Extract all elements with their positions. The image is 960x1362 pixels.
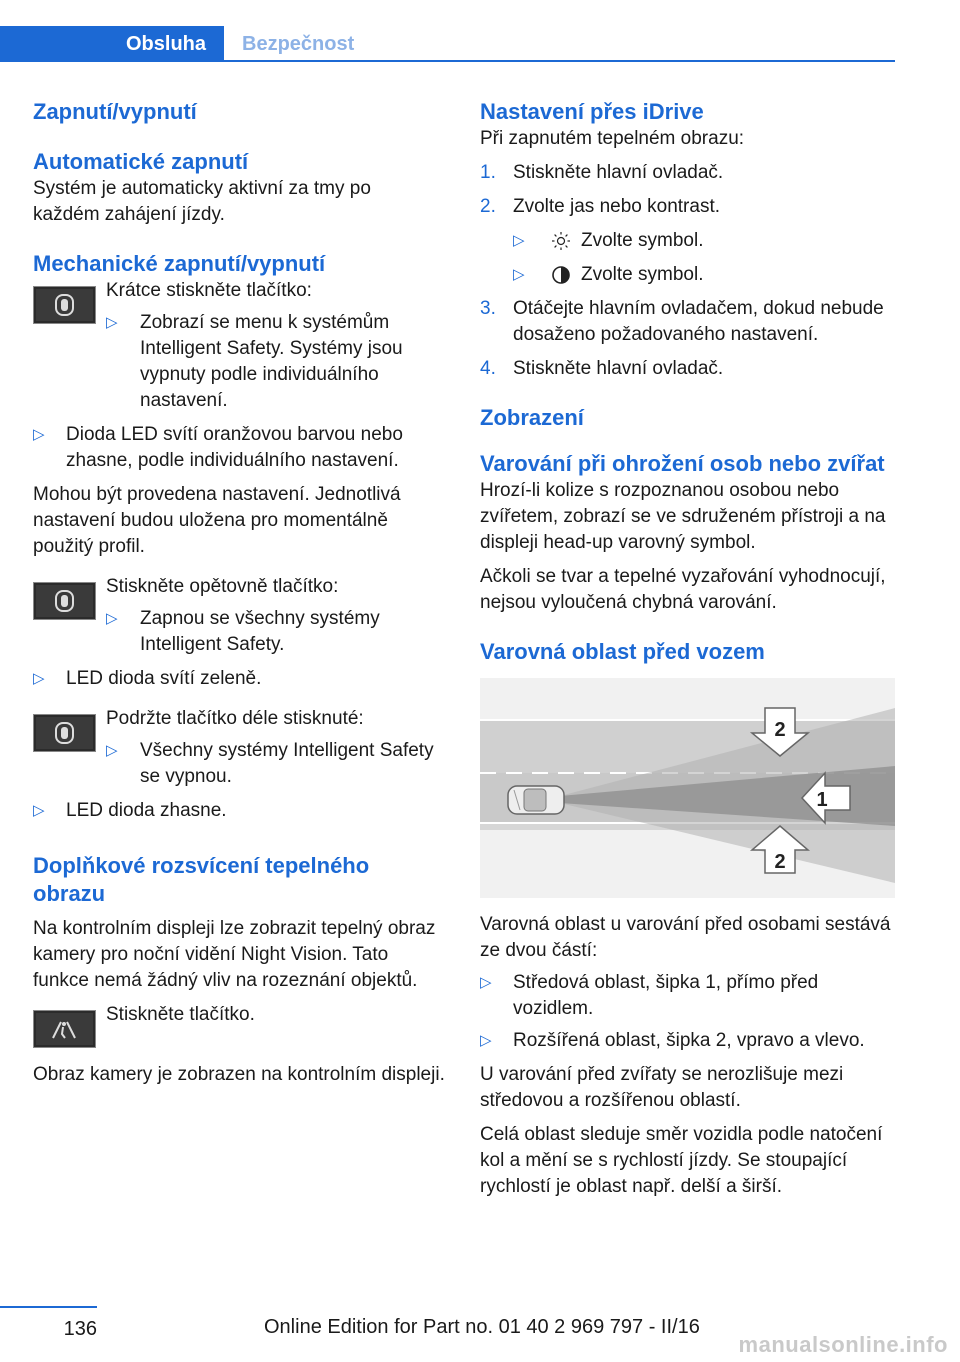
heading-idrive: Nastavení přes iDrive: [480, 99, 704, 124]
idrive-steps: [480, 160, 895, 382]
right-column: [480, 98, 895, 1200]
list-item: ▷ LED dioda zhasne.: [33, 798, 448, 824]
led-list-2: [33, 666, 448, 692]
intelligent-safety-button-icon: [33, 286, 96, 324]
button1-list: [106, 310, 448, 414]
triangle-bullet-icon: ▷: [33, 426, 45, 443]
paragraph-follow: Celá oblast sleduje směr vozidla podle natočení kol a mění se s rychlostí jízdy. Se stoupající rychlostí je oblast např. delší a širší.: [480, 1124, 883, 1197]
list-item: ▷ Všechny systémy Intelligent Safety se vypnou.: [106, 740, 434, 787]
list-item: ▷ LED dioda svítí zeleně.: [33, 666, 448, 692]
button-instruction-1: [33, 278, 448, 414]
triangle-bullet-icon: ▷: [106, 742, 118, 759]
symbol-list: [513, 228, 895, 288]
heading-auto: Automatické zapnutí: [33, 149, 249, 174]
button3-list: [106, 738, 448, 790]
triangle-bullet-icon: ▷: [33, 802, 45, 819]
paragraph-idrive: Při zapnutém tepelném obrazu:: [480, 128, 745, 149]
list-item: 3. Otáčejte hlavním ovladačem, dokud nebude dosaženo požadovaného nastavení.: [480, 298, 884, 345]
heading-onoff: Zapnutí/vypnutí: [33, 99, 197, 124]
list-item: ▷ Středová oblast, šipka 1, přímo před vozidlem.: [480, 972, 819, 1019]
arrow-label-mid: 1: [816, 789, 828, 811]
button2-list: [106, 606, 448, 658]
tab-obsluha[interactable]: Obsluha: [0, 26, 224, 62]
list-item: ▷ Dioda LED svítí oranžovou barvou nebo zhasne, podle individuálního nastavení.: [33, 424, 403, 471]
button-instruction-2: [33, 574, 448, 658]
triangle-bullet-icon: ▷: [480, 1032, 492, 1049]
area-list: [480, 970, 895, 1054]
list-item: ▷ Rozšířená oblast, šipka 2, vpravo a vlevo.: [480, 1028, 895, 1054]
paragraph-settings: Mohou být provedena nastavení. Jednotlivá nastavení budou uložena pro momentálně použitý profil.: [33, 484, 401, 557]
triangle-bullet-icon: ▷: [513, 266, 525, 283]
arrow-label-top: 2: [774, 719, 786, 741]
tab-bezpecnost[interactable]: Bezpečnost: [242, 33, 355, 55]
list-item: 1. Stiskněte hlavní ovladač.: [480, 162, 724, 183]
list-item: ▷ Zvolte symbol.: [513, 228, 895, 254]
paragraph-warning-1: Hrozí-li kolize s rozpoznanou osobou nebo zvířetem, zobrazí se ve sdruženém přístroji a na displeji head-up varovný symbol.: [480, 480, 886, 553]
triangle-bullet-icon: ▷: [480, 974, 492, 991]
car-icon: [508, 786, 564, 814]
paragraph-area: Varovná oblast u varování před osobami sestává ze dvou částí:: [480, 914, 891, 961]
edition-footer: Online Edition for Part no. 01 40 2 969 797 - II/16: [264, 1316, 700, 1338]
triangle-bullet-icon: ▷: [513, 232, 525, 249]
arrow-label-bottom: 2: [774, 851, 786, 873]
contrast-icon: [547, 265, 575, 285]
night-vision-button-icon: [33, 1010, 96, 1048]
left-column: [33, 98, 448, 1088]
list-item: ▷ Zobrazí se menu k systémům Intelligent Safety. Systémy jsou vypnuty podle individuálního nastavení.: [106, 312, 403, 411]
button3-text: Podržte tlačítko déle stisknuté:: [106, 708, 364, 729]
heading-warning: Varování při ohrožení osob nebo zvířat: [480, 451, 885, 476]
list-item: ▷ Zvolte symbol.: [513, 262, 895, 288]
list-item: 4. Stiskněte hlavní ovladač.: [480, 358, 724, 379]
chapter-tabs: [0, 26, 895, 62]
triangle-bullet-icon: ▷: [106, 610, 118, 627]
button-instruction-3: [33, 706, 448, 790]
watermark: manualsonline.info: [738, 1332, 948, 1357]
button4-text: Stiskněte tlačítko.: [106, 1004, 255, 1025]
intelligent-safety-button-icon: [33, 582, 96, 620]
button-instruction-4: [33, 1002, 448, 1048]
triangle-bullet-icon: ▷: [33, 670, 45, 687]
paragraph-extra: Na kontrolním displeji lze zobrazit tepelný obraz kamery pro noční vidění Night Vision. Tato funkce nemá žádný vliv na rozeznání objektů.: [33, 918, 436, 991]
button2-text: Stiskněte opětovně tlačítko:: [106, 576, 339, 597]
paragraph-camera: Obraz kamery je zobrazen na kontrolním displeji.: [33, 1064, 445, 1085]
paragraph-auto: Systém je automaticky aktivní za tmy po každém zahájení jízdy.: [33, 178, 371, 225]
brightness-icon: [547, 231, 575, 251]
led-list-1: [33, 422, 448, 474]
led-list-3: [33, 798, 448, 824]
paragraph-warning-2: Ačkoli se tvar a tepelné vyzařování vyhodnocují, nejsou vyloučená chybná varování.: [480, 566, 886, 613]
warning-area-diagram: [480, 678, 895, 898]
button1-text: Krátce stiskněte tlačítko:: [106, 280, 312, 301]
heading-mechanical: Mechanické zapnutí/vypnutí: [33, 251, 326, 276]
triangle-bullet-icon: ▷: [106, 314, 118, 331]
list-item: 2. Zvolte jas nebo kontrast. ▷ Zvolte symbol. ▷ Zvolte symbol.: [480, 194, 895, 288]
intelligent-safety-button-icon: [33, 714, 96, 752]
heading-warning-area: Varovná oblast před vozem: [480, 639, 765, 664]
list-item: ▷ Zapnou se všechny systémy Intelligent Safety.: [106, 608, 380, 655]
heading-display: Zobrazení: [480, 405, 584, 430]
heading-extra-thermal: Doplňkové rozsvícení tepelného obrazu: [33, 853, 370, 906]
paragraph-animals: U varování před zvířaty se nerozlišuje mezi středovou a rozšířenou oblastí.: [480, 1064, 844, 1111]
page-number: 136: [0, 1306, 97, 1341]
